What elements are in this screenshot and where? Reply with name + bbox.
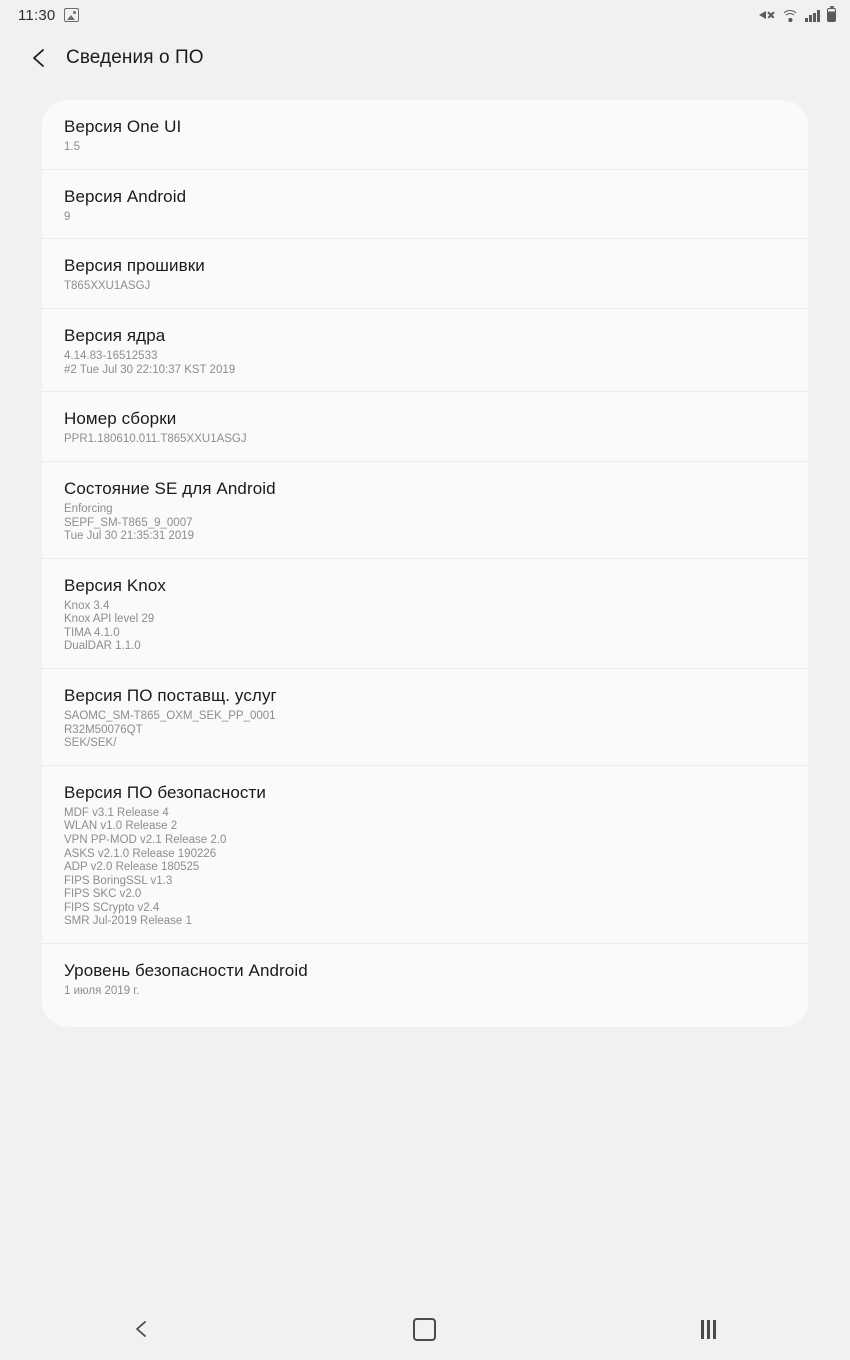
row-values — [64, 350, 786, 377]
list-item[interactable] — [42, 669, 808, 766]
row-title: Версия Android — [64, 186, 187, 206]
row-value: FIPS SKC v2.0 — [64, 888, 142, 901]
row-value: SEK/SEK/ — [64, 737, 117, 750]
list-item[interactable] — [42, 100, 808, 170]
signal-icon — [805, 9, 820, 22]
list-item[interactable] — [42, 392, 808, 462]
row-values — [64, 807, 786, 929]
status-clock: 11:30 — [18, 6, 56, 24]
list-item[interactable] — [42, 559, 808, 669]
status-bar-right — [759, 8, 836, 22]
row-value: 1 июля 2019 г. — [64, 985, 140, 997]
row-title: Версия Knox — [64, 575, 167, 595]
row-value: ADP v2.0 Release 180525 — [64, 861, 200, 874]
row-values — [64, 600, 786, 654]
row-value: VPN PP-MOD v2.1 Release 2.0 — [64, 833, 227, 846]
row-value: ASKS v2.1.0 Release 190226 — [64, 847, 217, 860]
row-value: TIMA 4.1.0 — [64, 626, 120, 639]
list-item[interactable] — [42, 309, 808, 392]
list-item[interactable] — [42, 239, 808, 309]
row-title: Версия ПО поставщ. услуг — [64, 685, 277, 705]
row-values — [64, 503, 786, 544]
row-title: Состояние SE для Android — [64, 478, 276, 498]
row-value: MDF v3.1 Release 4 — [64, 806, 169, 819]
row-value: 9 — [64, 210, 71, 223]
nav-recents-icon[interactable] — [663, 1309, 753, 1349]
row-value: #2 Tue Jul 30 22:10:37 KST 2019 — [64, 363, 236, 376]
row-value: Knox API level 29 — [64, 613, 155, 626]
battery-icon — [827, 8, 836, 22]
list-item[interactable] — [42, 462, 808, 559]
row-value: PPR1.180610.011.T865XXU1ASGJ — [64, 433, 247, 446]
page-title: Сведения о ПО — [66, 47, 204, 68]
status-bar-left — [18, 7, 79, 24]
row-title: Версия прошивки — [64, 256, 205, 276]
row-value: 1.5 — [64, 141, 80, 154]
row-value: SMR Jul-2019 Release 1 — [64, 915, 192, 928]
image-icon — [64, 8, 79, 22]
row-title: Номер сборки — [64, 409, 177, 429]
row-title: Версия One UI — [64, 117, 182, 136]
row-values — [64, 280, 786, 294]
row-value: 4.14.83-16512533 — [64, 350, 158, 363]
row-value: Knox 3.4 — [64, 599, 110, 612]
nav-home-icon[interactable] — [380, 1309, 470, 1349]
row-values — [64, 710, 786, 751]
row-value: Enforcing — [64, 502, 113, 515]
row-value: WLAN v1.0 Release 2 — [64, 820, 178, 833]
row-value: DualDAR 1.1.0 — [64, 640, 141, 653]
row-title: Версия ПО безопасности — [64, 782, 267, 802]
nav-back-icon[interactable] — [97, 1309, 187, 1349]
row-value: Tue Jul 30 21:35:31 2019 — [64, 530, 195, 543]
status-bar — [0, 0, 850, 30]
row-value: FIPS SCrypto v2.4 — [64, 901, 160, 914]
row-values — [64, 211, 786, 225]
list-item[interactable] — [42, 170, 808, 240]
navigation-bar — [0, 1298, 850, 1360]
row-values — [64, 141, 786, 155]
list-item[interactable] — [42, 766, 808, 944]
list-item[interactable] — [42, 944, 808, 1013]
row-values — [64, 433, 786, 447]
back-icon[interactable] — [22, 41, 56, 75]
row-value: SAOMC_SM-T865_OXM_SEK_PP_0001 — [64, 710, 276, 723]
software-info-card — [42, 100, 808, 1027]
row-value: T865XXU1ASGJ — [64, 280, 151, 293]
row-value: SEPF_SM-T865_9_0007 — [64, 516, 193, 529]
row-value: R32M50076QT — [64, 723, 143, 736]
row-title: Уровень безопасности Android — [64, 960, 308, 980]
row-value: FIPS BoringSSL v1.3 — [64, 874, 173, 887]
row-values — [64, 985, 786, 999]
row-title: Версия ядра — [64, 325, 166, 345]
app-bar — [0, 30, 850, 86]
mute-icon — [759, 8, 775, 22]
wifi-icon — [782, 9, 798, 22]
